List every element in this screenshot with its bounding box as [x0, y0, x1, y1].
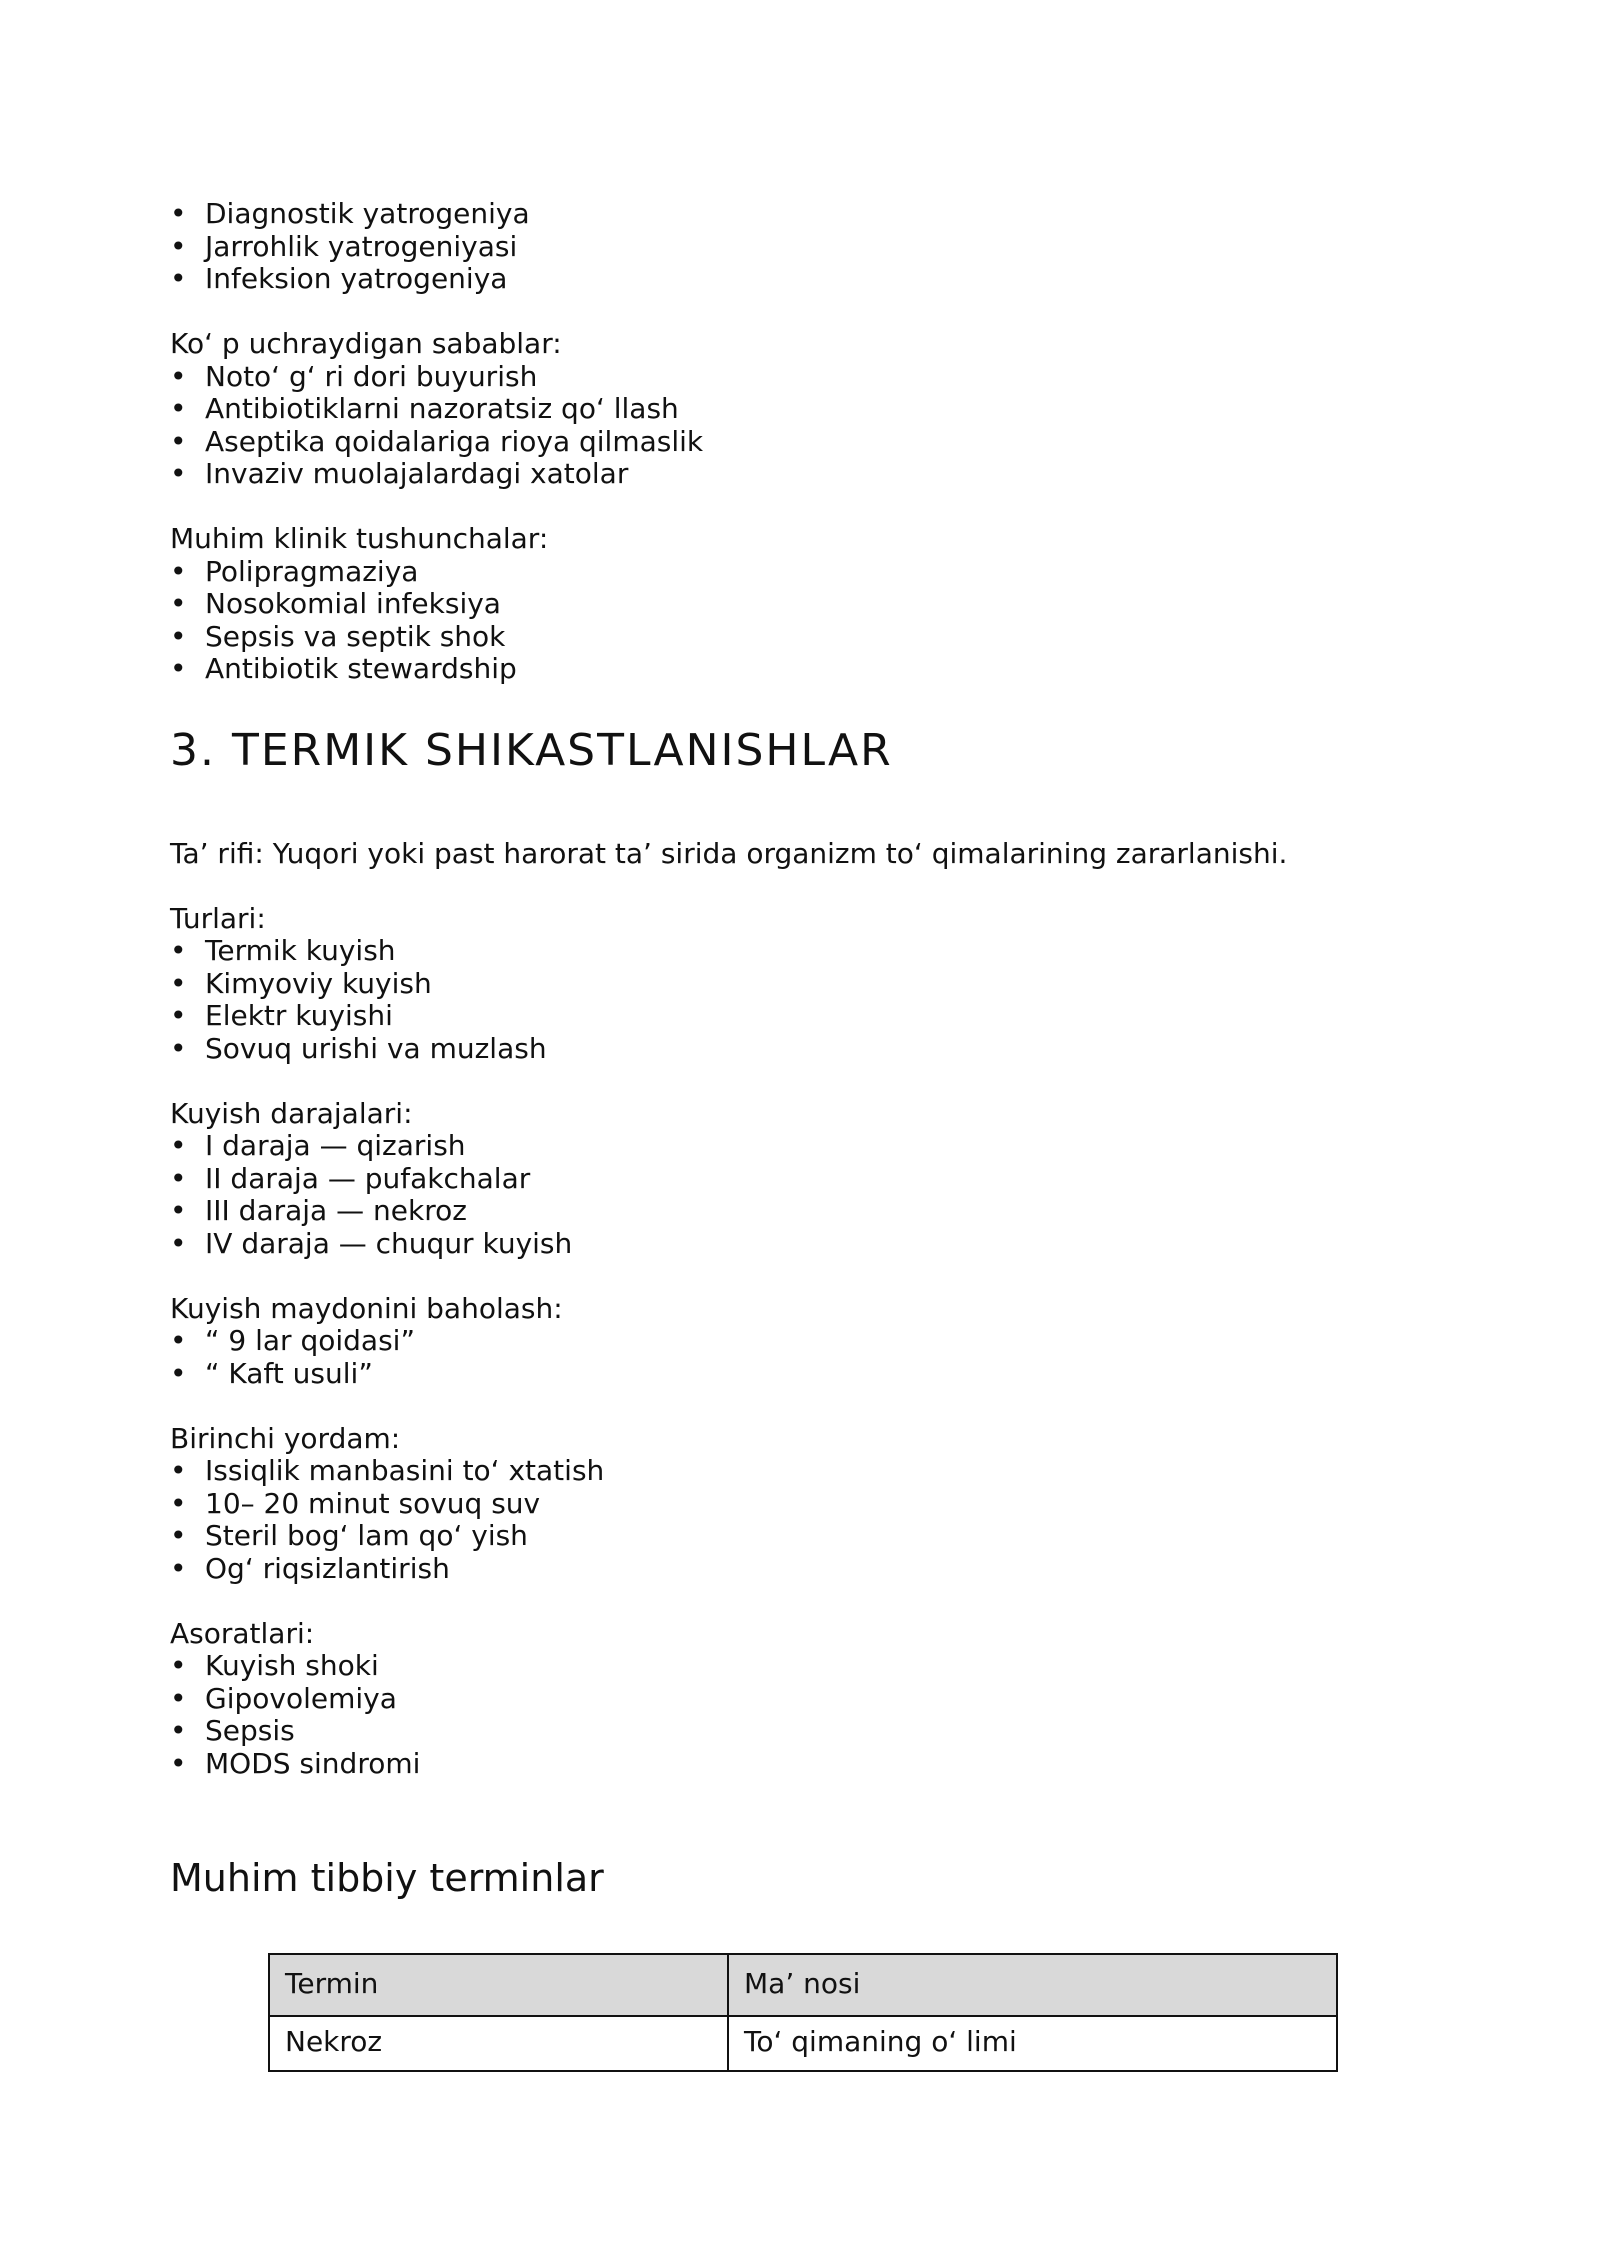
section-title: 3. TERMIK SHIKASTLANISHLAR	[170, 724, 893, 776]
list-item: • II daraja — pufakchalar	[170, 1163, 1430, 1196]
table-cell-term: Nekroz	[269, 2016, 728, 2071]
table-row	[269, 2016, 1337, 2071]
first-aid-heading: Birinchi yordam:	[170, 1421, 401, 1455]
first-aid-list	[170, 1455, 1430, 1585]
list-item: • “ Kaft usuli”	[170, 1358, 1430, 1391]
concepts-heading: Muhim klinik tushunchalar:	[170, 522, 549, 555]
area-list	[170, 1325, 1430, 1390]
list-item: • Antibiotik stewardship	[170, 653, 1430, 686]
document-page	[170, 198, 1430, 2072]
list-item: • III daraja — nekroz	[170, 1195, 1430, 1228]
list-item: • Steril bog‘ lam qo‘ yish	[170, 1520, 1430, 1553]
list-item: • Infeksion yatrogeniya	[170, 263, 1430, 296]
yatrogeniya-types-list	[170, 198, 1430, 296]
list-item: • Gipovolemiya	[170, 1683, 1430, 1716]
definition-text: Ta’ rifi: Yuqori yoki past harorat ta’ sirida organizm to‘ qimalarining zararlanishi.	[170, 836, 1288, 870]
area-heading: Kuyish maydonini baholash:	[170, 1291, 563, 1325]
list-item: • Sovuq urishi va muzlash	[170, 1033, 1430, 1066]
degrees-heading: Kuyish darajalari:	[170, 1096, 413, 1130]
terms-title: Muhim tibbiy terminlar	[170, 1856, 604, 1900]
list-item: • Diagnostik yatrogeniya	[170, 198, 1430, 231]
list-item: • Og‘ riqsizlantirish	[170, 1553, 1430, 1586]
list-item: • “ 9 lar qoidasi”	[170, 1325, 1430, 1358]
list-item: • MODS sindromi	[170, 1748, 1430, 1781]
complications-heading: Asoratlari:	[170, 1616, 315, 1650]
table-header-row	[269, 1954, 1337, 2016]
types-list	[170, 935, 1430, 1065]
list-item: • Jarrohlik yatrogeniyasi	[170, 231, 1430, 264]
degrees-list	[170, 1130, 1430, 1260]
complications-list	[170, 1650, 1430, 1780]
list-item: • Sepsis	[170, 1715, 1430, 1748]
concepts-list	[170, 556, 1430, 686]
list-item: • Nosokomial infeksiya	[170, 588, 1430, 621]
table-header-meaning: Ma’ nosi	[728, 1954, 1337, 2016]
list-item: • Elektr kuyishi	[170, 1000, 1430, 1033]
causes-list	[170, 361, 1430, 491]
list-item: • Issiqlik manbasini to‘ xtatish	[170, 1455, 1430, 1488]
list-item: • Kuyish shoki	[170, 1650, 1430, 1683]
table-header-term: Termin	[269, 1954, 728, 2016]
list-item: • Aseptika qoidalariga rioya qilmaslik	[170, 426, 1430, 459]
list-item: • Noto‘ g‘ ri dori buyurish	[170, 361, 1430, 394]
types-heading: Turlari:	[170, 901, 266, 935]
list-item: • I daraja — qizarish	[170, 1130, 1430, 1163]
table-cell-meaning: To‘ qimaning o‘ limi	[728, 2016, 1337, 2071]
list-item: • Termik kuyish	[170, 935, 1430, 968]
list-item: • Sepsis va septik shok	[170, 621, 1430, 654]
causes-heading: Ko‘ p uchraydigan sabablar:	[170, 327, 562, 360]
list-item: • Kimyoviy kuyish	[170, 968, 1430, 1001]
terms-table	[268, 1953, 1338, 2072]
list-item: • Invaziv muolajalardagi xatolar	[170, 458, 1430, 491]
list-item: • IV daraja — chuqur kuyish	[170, 1228, 1430, 1261]
list-item: • 10– 20 minut sovuq suv	[170, 1488, 1430, 1521]
list-item: • Polipragmaziya	[170, 556, 1430, 589]
list-item: • Antibiotiklarni nazoratsiz qo‘ llash	[170, 393, 1430, 426]
